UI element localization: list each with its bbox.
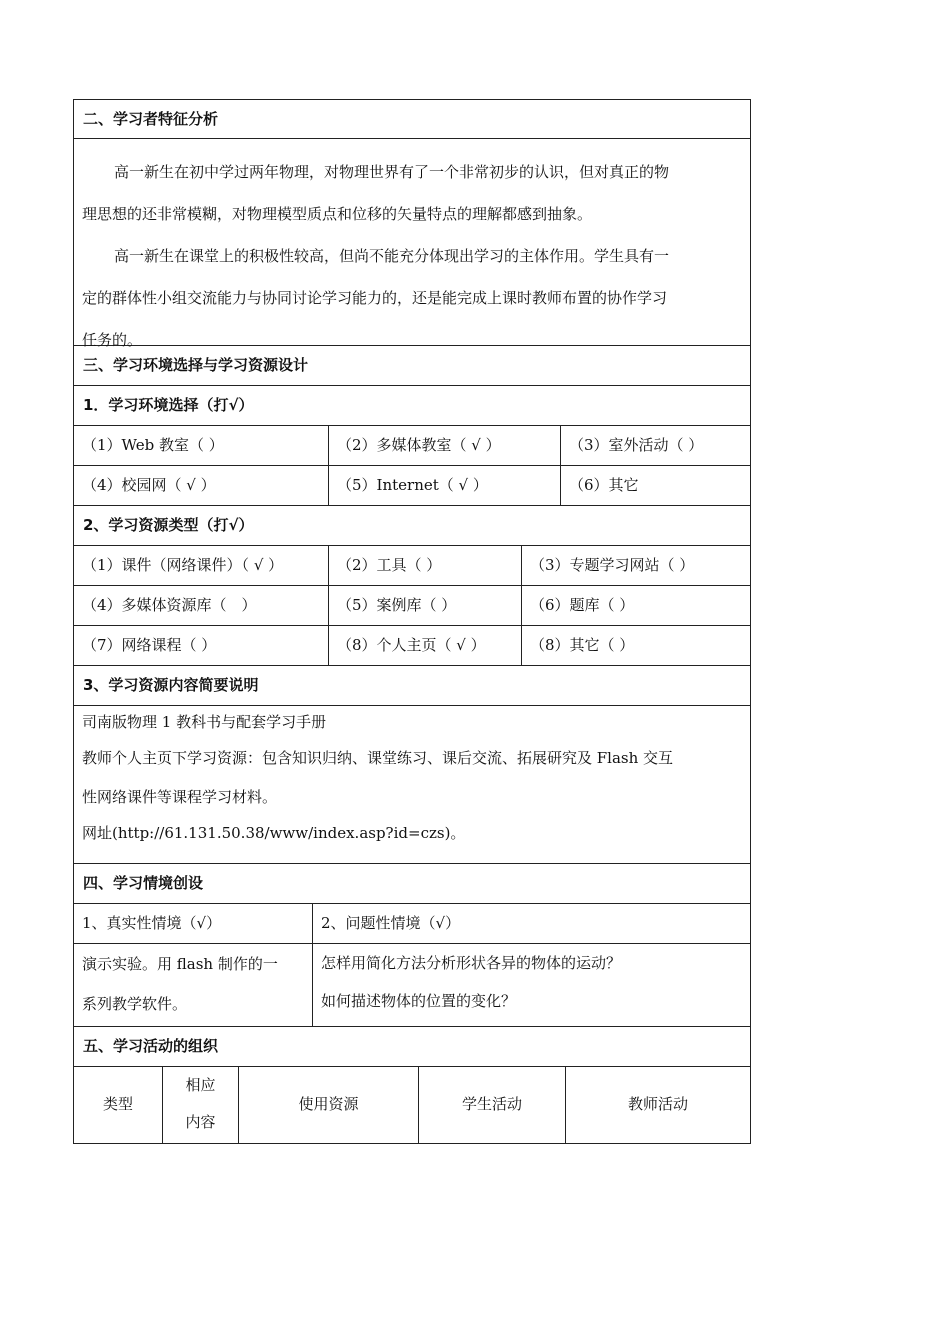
env-choice-heading: 1．学习环境选择（打√）: [73, 386, 751, 426]
res-online-course: （7）网络课程（ ）: [74, 626, 329, 665]
col-content: [163, 1067, 239, 1143]
learner-para-2-line-2: 定的群体性小组交流能力与协同讨论学习能力的，还是能完成上课时教师布置的协作学习: [82, 289, 668, 307]
section-3-heading: 三、学习环境选择与学习资源设计: [73, 346, 751, 386]
res-topic-site: （3）专题学习网站（ ）: [530, 556, 695, 574]
res-case-library: （5）案例库（ ）: [329, 586, 522, 625]
section-5-heading: 五、学习活动的组织: [73, 1027, 751, 1067]
col-content-line-2: 内容: [185, 1113, 216, 1131]
problem-situation-title: 2、问题性情境（√）: [321, 914, 461, 932]
res-other: （8）其它（ ）: [530, 636, 635, 654]
learner-para-2-line-1: 高一新生在课堂上的积极性较高，但尚不能充分体现出学习的主体作用。学生具有一: [114, 247, 670, 265]
section-4-heading: 四、学习情境创设: [73, 864, 751, 904]
real-situation-line-2: 系列教学软件。: [82, 995, 188, 1013]
learner-para-1-line-1: 高一新生在初中学过两年物理，对物理世界有了一个非常初步的认识，但对真正的物: [114, 163, 670, 181]
col-content-line-1: 相应: [185, 1076, 216, 1094]
desc-line-1: 司南版物理 1 教科书与配套学习手册: [82, 713, 327, 731]
resource-desc-heading: 3、学习资源内容简要说明: [73, 666, 751, 706]
learner-analysis-block: [73, 139, 751, 349]
situation-title-row: [73, 904, 751, 944]
desc-line-3: 性网络课件等课程学习材料。: [82, 788, 278, 806]
env-web-classroom: （1）Web 教室（ ）: [74, 426, 329, 465]
desc-line-2: 教师个人主页下学习资源：包含知识归纳、课堂练习、课后交流、拓展研究及 Flash 交互: [82, 749, 674, 767]
learner-para-2-line-3: 任务的。: [82, 331, 143, 349]
problem-question-1: 怎样用简化方法分析形状各异的物体的运动？: [321, 954, 622, 972]
env-internet: （5）Internet（ √ ）: [329, 466, 561, 505]
col-teacher-activity: 教师活动: [627, 1095, 688, 1113]
env-campus-net: （4）校园网（ √ ）: [74, 466, 329, 505]
section-2-heading: 二、学习者特征分析: [73, 99, 751, 139]
problem-question-2: 如何描述物体的位置的变化？: [321, 992, 517, 1010]
env-multimedia-classroom: （2）多媒体教室（ √ ）: [329, 426, 561, 465]
res-question-bank: （6）题库（ ）: [530, 596, 635, 614]
situation-body-row: [73, 944, 751, 1027]
desc-url-line: 网址(http://61.131.50.38/www/index.asp?id=czs)。: [82, 824, 466, 842]
res-row-3: [73, 626, 751, 666]
real-situation-line-1: 演示实验。用 flash 制作的一: [82, 955, 278, 973]
env-other: （6）其它: [569, 476, 639, 494]
problem-situation-body: [313, 944, 750, 1026]
col-resources: 使用资源: [239, 1067, 419, 1143]
res-row-2: [73, 586, 751, 626]
col-type: 类型: [74, 1067, 163, 1143]
res-courseware: （1）课件（网络课件）（ √ ）: [74, 546, 329, 585]
learner-para-1-line-2: 理思想的还非常模糊，对物理模型质点和位移的矢量特点的理解都感到抽象。: [82, 205, 593, 223]
activity-header-row: [73, 1067, 751, 1144]
resource-type-heading: 2、学习资源类型（打√）: [73, 506, 751, 546]
env-row-1: [73, 426, 751, 466]
real-situation-body: [74, 944, 313, 1026]
res-homepage: （8）个人主页（ √ ）: [329, 626, 522, 665]
col-student-activity: 学生活动: [419, 1067, 566, 1143]
env-outdoor: （3）室外活动（ ）: [569, 436, 704, 454]
res-tools: （2）工具（ ）: [329, 546, 522, 585]
lesson-plan-table: [73, 99, 751, 1144]
real-situation-title: 1、真实性情境（√）: [74, 904, 313, 943]
resource-desc-block: [73, 706, 751, 864]
res-row-1: [73, 546, 751, 586]
res-media-library: （4）多媒体资源库（ ）: [74, 586, 329, 625]
env-row-2: [73, 466, 751, 506]
